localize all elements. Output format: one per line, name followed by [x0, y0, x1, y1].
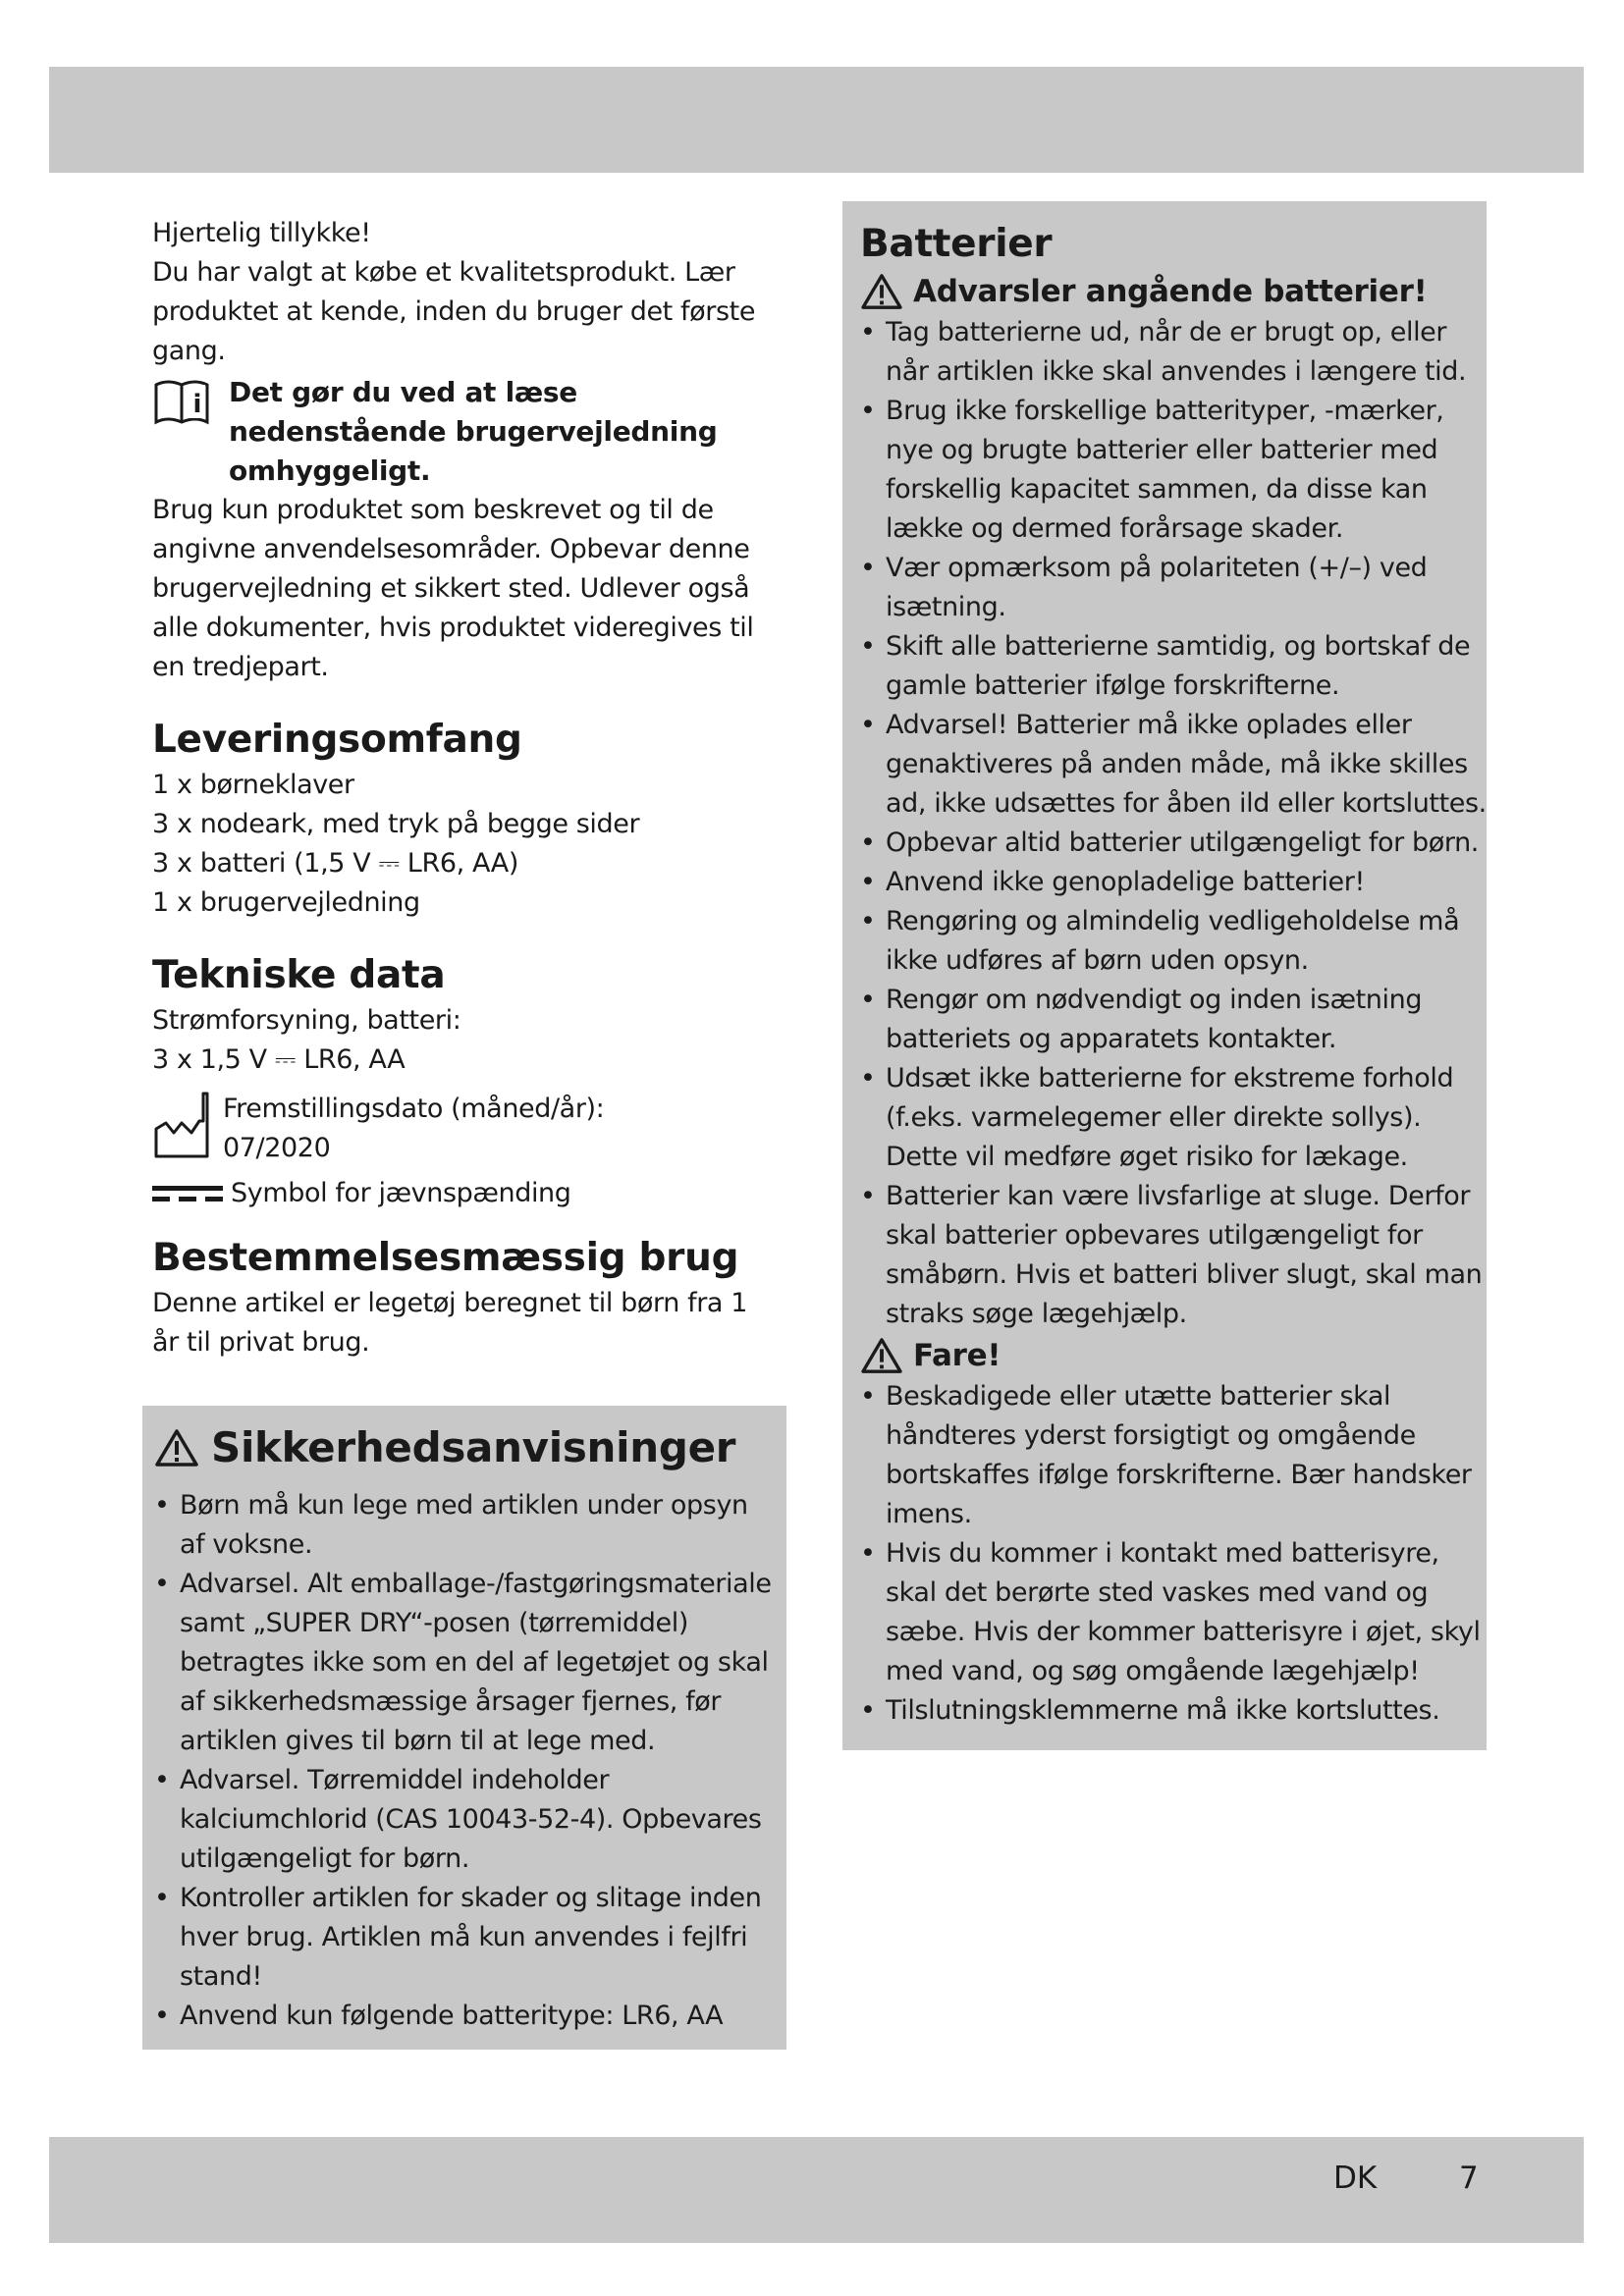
footer-language: DK — [1333, 2161, 1378, 2196]
list-item: • Advarsel! Batterier må ikke oplades eller genaktiveres på anden måde, må ikke skilles ad, ikke udsættes for åben ild eller kortsluttes. — [860, 706, 1487, 824]
dc-label: Symbol for jævnspænding — [231, 1178, 571, 1208]
delivery-title: Leveringsomfang — [152, 718, 522, 762]
delivery-item: 1 x børneklaver — [152, 770, 354, 800]
tech-power-label: Strømforsyning, batteri: — [152, 1005, 461, 1036]
list-item: • Rengøring og almindelig vedligeholdelse må ikke udføres af børn uden opsyn. — [860, 902, 1487, 981]
list-item: • Batterier kan være livsfarlige at sluge. Derfor skal batterier opbevares utilgængeligt for småbørn. Hvis et batteri bliver slugt, skal man straks søge lægehjælp. — [860, 1177, 1487, 1334]
intro-text: Du har valgt at købe et kvalitetsprodukt. Lær produktet at kende, inden du bruger det første gang. — [152, 257, 756, 366]
list-item: • Kontroller artiklen for skader og slitage inden hver brug. Artiklen må kun anvendes i fejlfri stand! — [154, 1879, 773, 1997]
left-column — [152, 214, 781, 1362]
page-number: 7 — [1459, 2161, 1479, 2196]
list-item: • Udsæt ikke batterierne for ekstreme forhold (f.eks. varmelegemer eller direkte sollys). Dette vil medføre øget risiko for lækage. — [860, 1059, 1487, 1177]
danger-title: Fare! — [913, 1338, 1001, 1373]
delivery-item: 3 x batteri (1,5 V ⎓ LR6, AA) — [152, 848, 518, 879]
list-item: • Tilslutningsklemmerne må ikke kortsluttes. — [860, 1691, 1487, 1731]
intended-use-title: Bestemmelsesmæssig brug — [152, 1236, 739, 1280]
svg-text:i: i — [192, 390, 202, 419]
safety-title: Sikkerhedsanvisninger — [211, 1423, 736, 1471]
safety-heading — [154, 1419, 773, 1476]
batteries-box — [842, 201, 1487, 1750]
warning-triangle-icon — [860, 273, 903, 310]
list-item: • Hvis du kommer i kontakt med batterisyre, skal det berørte sted vaskes med vand og sæbe. Hvis der kommer batterisyre i øjet, skyl med vand, og søg omgående lægehjælp! — [860, 1534, 1487, 1691]
delivery-item: 3 x nodeark, med tryk på begge sider — [152, 809, 640, 839]
danger-heading — [860, 1334, 1487, 1377]
battery-warning-title: Advarsler angående batterier! — [913, 274, 1428, 309]
read-manual-notice — [152, 373, 781, 491]
intro-greeting: Hjertelig tillykke! — [152, 218, 371, 248]
battery-warning-heading — [860, 270, 1487, 313]
factory-date-icon — [152, 1090, 213, 1162]
notice-text: Det gør du ved at læse nedenstående brugervejledning omhyggeligt. — [229, 376, 718, 487]
list-item: • Advarsel. Alt emballage-/fastgøringsmateriale samt „SUPER DRY“-posen (tørremiddel) betragtes ikke som en del af legetøjet og skal af sikkerhedsmæssige årsager fjernes, før artiklen gives til børn til at lege med. — [154, 1565, 773, 1761]
list-item: • Vær opmærksom på polariteten (+/–) ved isætning. — [860, 549, 1487, 627]
list-item: • Rengør om nødvendigt og inden isætning batteriets og apparatets kontakter. — [860, 981, 1487, 1059]
list-item: • Advarsel. Tørremiddel indeholder kalciumchlorid (CAS 10043-52-4). Opbevares utilgængeligt for børn. — [154, 1761, 773, 1879]
list-item: • Brug ikke forskellige batterityper, -mærker, nye og brugte batterier eller batterier med forskellig kapacitet sammen, da disse kan lække og dermed forårsage skader. — [860, 392, 1487, 549]
batteries-title: Batterier — [860, 222, 1053, 266]
intended-use-text: Denne artikel er legetøj beregnet til børn fra 1 år til privat brug. — [152, 1288, 748, 1358]
list-item: • Anvend kun følgende batteritype: LR6, AA — [154, 1997, 773, 2036]
mfg-value: 07/2020 — [223, 1133, 331, 1163]
list-item: • Skift alle batterierne samtidig, og bortskaf de gamle batterier ifølge forskrifterne. — [860, 627, 1487, 706]
intro-body: Brug kun produktet som beskrevet og til de angivne anvendelsesområder. Opbevar denne brugervejledning et sikkert sted. Udlever også alle dokumenter, hvis produktet videregives til en tredjepart. — [152, 495, 754, 682]
tech-title: Tekniske data — [152, 953, 446, 997]
danger-list — [860, 1377, 1487, 1731]
header-band — [49, 67, 1584, 173]
list-item: • Anvend ikke genopladelige batterier! — [860, 863, 1487, 902]
mfg-label: Fremstillingsdato (måned/år): — [223, 1094, 605, 1124]
list-item: • Beskadigede eller utætte batterier skal håndteres yderst forsigtigt og omgående bortskaffes ifølge forskrifterne. Bær handsker imens. — [860, 1377, 1487, 1534]
list-item: • Opbevar altid batterier utilgængeligt for børn. — [860, 824, 1487, 863]
list-item: • Børn må kun lege med artiklen under opsyn af voksne. — [154, 1486, 773, 1565]
list-item: • Tag batterierne ud, når de er brugt op, eller når artiklen ikke skal anvendes i længere tid. — [860, 313, 1487, 392]
safety-box — [142, 1406, 786, 2050]
manufacture-date — [152, 1090, 781, 1168]
safety-list — [154, 1486, 773, 2036]
warning-triangle-icon — [154, 1428, 199, 1468]
dc-current-icon — [152, 1183, 223, 1204]
dc-symbol-row — [152, 1174, 781, 1213]
battery-warning-list — [860, 313, 1487, 1334]
delivery-item: 1 x brugervejledning — [152, 887, 420, 918]
warning-triangle-icon — [860, 1337, 903, 1374]
tech-power-value: 3 x 1,5 V ⎓ LR6, AA — [152, 1044, 406, 1075]
manual-info-icon — [152, 377, 211, 426]
